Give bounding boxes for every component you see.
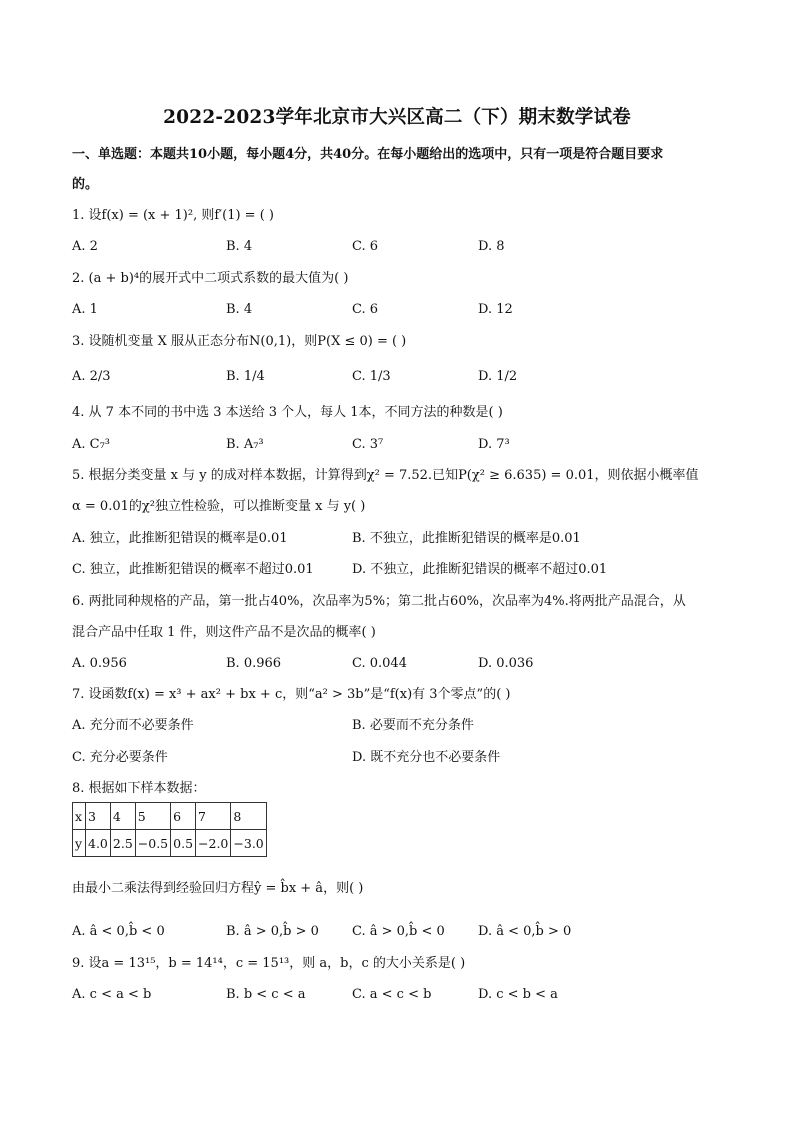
q3-option-d[interactable]: D. 1/2 bbox=[478, 369, 518, 384]
q9-option-a[interactable]: A. c < a < b bbox=[72, 987, 152, 1002]
q4-option-d[interactable]: D. 7³ bbox=[478, 437, 510, 452]
q3-option-a[interactable]: A. 2/3 bbox=[72, 369, 111, 384]
table-cell: −2.0 bbox=[196, 830, 231, 857]
q4-option-c[interactable]: C. 3⁷ bbox=[352, 437, 384, 452]
table-cell: −0.5 bbox=[135, 830, 170, 857]
table-cell: 0.5 bbox=[171, 830, 196, 857]
question-9-stem: 9. 设a = 13¹⁵，b = 14¹⁴，c = 15¹³，则 a，b，c 的大小关系是( ) bbox=[72, 956, 466, 971]
q9-option-b[interactable]: B. b < c < a bbox=[226, 987, 306, 1002]
question-1-stem: 1. 设f(x) = (x + 1)², 则f′(1) = ( ) bbox=[72, 208, 274, 223]
question-8-stem-cont: 由最小二乘法得到经验回归方程ŷ = b̂x + â，则( ) bbox=[72, 881, 364, 896]
table-cell: 4.0 bbox=[86, 830, 111, 857]
table-cell: y bbox=[73, 830, 86, 857]
q1-option-c[interactable]: C. 6 bbox=[352, 239, 379, 254]
q1-option-b[interactable]: B. 4 bbox=[226, 239, 253, 254]
q6-option-d[interactable]: D. 0.036 bbox=[478, 656, 534, 671]
section-heading-cont: 的。 bbox=[72, 177, 99, 192]
table-cell: 6 bbox=[171, 803, 196, 830]
question-5-stem: 5. 根据分类变量 x 与 y 的成对样本数据，计算得到χ² = 7.52.已知P(χ² ≥ 6.635) = 0.01，则依据小概率值 bbox=[72, 468, 699, 483]
question-2-stem: 2. (a + b)⁴的展开式中二项式系数的最大值为( ) bbox=[72, 271, 349, 286]
q5-option-c[interactable]: C. 独立，此推断犯错误的概率不超过0.01 bbox=[72, 562, 314, 577]
q7-option-a[interactable]: A. 充分而不必要条件 bbox=[72, 718, 194, 733]
q7-option-c[interactable]: C. 充分必要条件 bbox=[72, 750, 168, 765]
q3-option-c[interactable]: C. 1/3 bbox=[352, 369, 391, 384]
exam-title: 2022-2023学年北京市大兴区高二（下）期末数学试卷 bbox=[163, 107, 631, 128]
table-cell: 8 bbox=[231, 803, 266, 830]
q2-option-d[interactable]: D. 12 bbox=[478, 302, 513, 317]
table-cell: −3.0 bbox=[231, 830, 266, 857]
question-8-stem: 8. 根据如下样本数据： bbox=[72, 781, 206, 796]
question-6-stem-cont: 混合产品中任取 1 件，则这件产品不是次品的概率( ) bbox=[72, 625, 376, 640]
q9-option-d[interactable]: D. c < b < a bbox=[478, 987, 558, 1002]
q8-option-b[interactable]: B. â > 0,b̂ > 0 bbox=[226, 924, 319, 939]
q5-option-b[interactable]: B. 不独立，此推断犯错误的概率是0.01 bbox=[352, 531, 581, 546]
sample-data-table bbox=[72, 802, 267, 857]
table-cell: x bbox=[73, 803, 86, 830]
q4-option-b[interactable]: B. A₇³ bbox=[226, 437, 264, 452]
q8-option-d[interactable]: D. â < 0,b̂ > 0 bbox=[478, 924, 572, 939]
q3-option-b[interactable]: B. 1/4 bbox=[226, 369, 265, 384]
q6-option-a[interactable]: A. 0.956 bbox=[72, 656, 127, 671]
table-cell: 5 bbox=[135, 803, 170, 830]
table-row-x bbox=[73, 803, 267, 830]
q7-option-b[interactable]: B. 必要而不充分条件 bbox=[352, 718, 474, 733]
table-cell: 2.5 bbox=[110, 830, 135, 857]
q4-option-a[interactable]: A. C₇³ bbox=[72, 437, 111, 452]
question-3-stem: 3. 设随机变量 X 服从正态分布N(0,1)，则P(X ≤ 0) = ( ) bbox=[72, 334, 407, 349]
question-7-stem: 7. 设函数f(x) = x³ + ax² + bx + c，则“a² > 3b”是“f(x)有 3个零点”的( ) bbox=[72, 687, 511, 702]
table-cell: 3 bbox=[86, 803, 111, 830]
q8-option-c[interactable]: C. â > 0,b̂ < 0 bbox=[352, 924, 445, 939]
q9-option-c[interactable]: C. a < c < b bbox=[352, 987, 432, 1002]
question-4-stem: 4. 从 7 本不同的书中选 3 本送给 3 个人，每人 1本，不同方法的种数是( ) bbox=[72, 405, 503, 420]
q5-option-a[interactable]: A. 独立，此推断犯错误的概率是0.01 bbox=[72, 531, 288, 546]
q5-option-d[interactable]: D. 不独立，此推断犯错误的概率不超过0.01 bbox=[352, 562, 608, 577]
table-cell: 4 bbox=[110, 803, 135, 830]
q2-option-c[interactable]: C. 6 bbox=[352, 302, 379, 317]
table-row-y bbox=[73, 830, 267, 857]
question-6-stem: 6. 两批同种规格的产品，第一批占40%，次品率为5%；第二批占60%，次品率为4%.将两批产品混合，从 bbox=[72, 594, 686, 609]
q6-option-b[interactable]: B. 0.966 bbox=[226, 656, 282, 671]
section-heading: 一、单选题：本题共10小题，每小题4分，共40分。在每小题给出的选项中，只有一项是符合题目要求 bbox=[72, 147, 664, 162]
question-5-stem-cont: α = 0.01的χ²独立性检验，可以推断变量 x 与 y( ) bbox=[72, 499, 366, 514]
q1-option-d[interactable]: D. 8 bbox=[478, 239, 505, 254]
q6-option-c[interactable]: C. 0.044 bbox=[352, 656, 407, 671]
q2-option-b[interactable]: B. 4 bbox=[226, 302, 253, 317]
q1-option-a[interactable]: A. 2 bbox=[72, 239, 98, 254]
table-cell: 7 bbox=[196, 803, 231, 830]
q2-option-a[interactable]: A. 1 bbox=[72, 302, 98, 317]
q8-option-a[interactable]: A. â < 0,b̂ < 0 bbox=[72, 924, 165, 939]
q7-option-d[interactable]: D. 既不充分也不必要条件 bbox=[352, 750, 501, 765]
